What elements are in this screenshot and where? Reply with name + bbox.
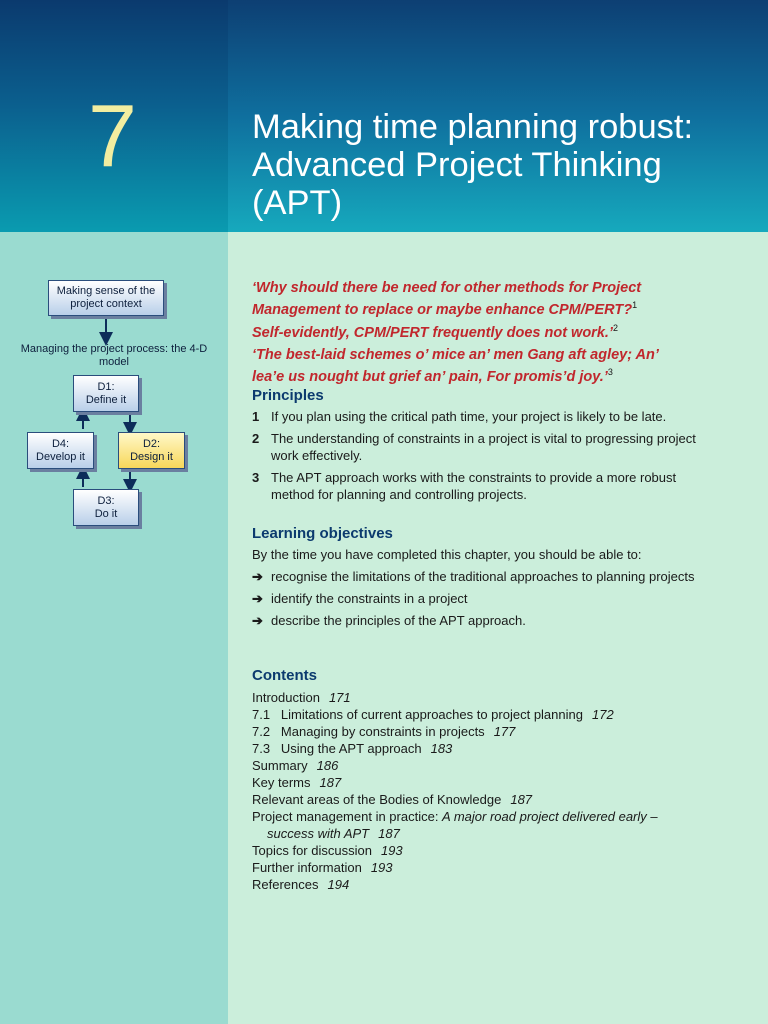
list-item: 2 The understanding of constraints in a project is vital to progressing project work effectively. xyxy=(252,431,696,463)
quote-line: Management to replace or maybe enhance CPM/PERT?$^1$ xyxy=(252,300,638,319)
toc-entry: Relevant areas of the Bodies of Knowledge 187 xyxy=(252,792,533,807)
d2-code: D2: xyxy=(142,437,161,450)
d2-label: Design it xyxy=(130,450,173,463)
list-item: 3 The APT approach works with the constraints to provide a more robust method for planning and controlling projects. xyxy=(252,470,677,502)
toc-entry: Key terms 187 xyxy=(252,775,342,790)
d3-box xyxy=(73,489,139,526)
toc-entry: Summary 186 xyxy=(252,758,339,773)
toc-entry: 7.1 Limitations of current approaches to project planning 172 xyxy=(252,707,614,722)
contents-heading: Contents xyxy=(252,667,317,684)
toc-entry: success with APT 187 xyxy=(267,826,400,841)
epigraph-quotes xyxy=(252,275,752,387)
toc-entry: Further information 193 xyxy=(252,860,393,875)
toc-entry: References 194 xyxy=(252,877,350,892)
d3-label: Do it xyxy=(94,507,118,520)
arrow-bullet-icon: ➔ xyxy=(252,591,263,606)
toc-entry: Introduction 171 xyxy=(252,690,351,705)
toc-entry: 7.2 Managing by constraints in projects 177 xyxy=(252,724,516,739)
arrow-bullet-icon: ➔ xyxy=(252,613,263,628)
quote-line: lea’e us nought but grief an’ pain, For promis’d joy.’$^3$ xyxy=(252,367,613,386)
objectives-list xyxy=(252,568,722,634)
d1-box xyxy=(73,375,139,412)
d1-label: Define it xyxy=(85,393,127,406)
objectives-intro: By the time you have completed this chapter, you should be able to: xyxy=(252,547,642,562)
table-of-contents xyxy=(252,689,732,893)
toc-entry: Project management in practice: A major road project delivered early – xyxy=(252,809,658,824)
principles-list xyxy=(252,408,722,508)
d2-box xyxy=(118,432,185,469)
d1-code: D1: xyxy=(97,380,115,393)
toc-entry: Topics for discussion 193 xyxy=(252,843,403,858)
d3-code: D3: xyxy=(97,494,115,507)
chapter-number: 7 xyxy=(88,86,137,185)
d4-box xyxy=(27,432,94,469)
list-item: 1 If you plan using the critical path time, your project is likely to be late. xyxy=(252,409,667,424)
d4-code: D4: xyxy=(51,437,70,450)
list-item: ➔ describe the principles of the APT approach. xyxy=(252,613,526,628)
context-box-label: Making sense of the project context xyxy=(56,285,156,310)
list-item: ➔ recognise the limitations of the traditional approaches to planning projects xyxy=(252,569,695,584)
chapter-title: Making time planning robust: Advanced Project Thinking (APT) xyxy=(252,108,694,222)
arrow-bullet-icon: ➔ xyxy=(252,569,263,584)
principles-heading: Principles xyxy=(252,387,324,404)
toc-entry: 7.3 Using the APT approach 183 xyxy=(252,741,453,756)
objectives-heading: Learning objectives xyxy=(252,525,393,542)
process-label: Managing the project process: the 4-D model xyxy=(20,343,208,368)
context-box xyxy=(48,280,164,316)
list-item: ➔ identify the constraints in a project xyxy=(252,591,468,606)
quote-line: ‘The best-laid schemes o’ mice an’ men Gang aft agley; An’ xyxy=(252,346,659,363)
four-d-model-diagram xyxy=(0,232,228,552)
d4-label: Develop it xyxy=(36,450,85,463)
quote-line: Self-evidently, CPM/PERT frequently does not work.’$^2$ xyxy=(252,322,618,341)
quote-line: ‘Why should there be need for other methods for Project xyxy=(252,279,642,296)
